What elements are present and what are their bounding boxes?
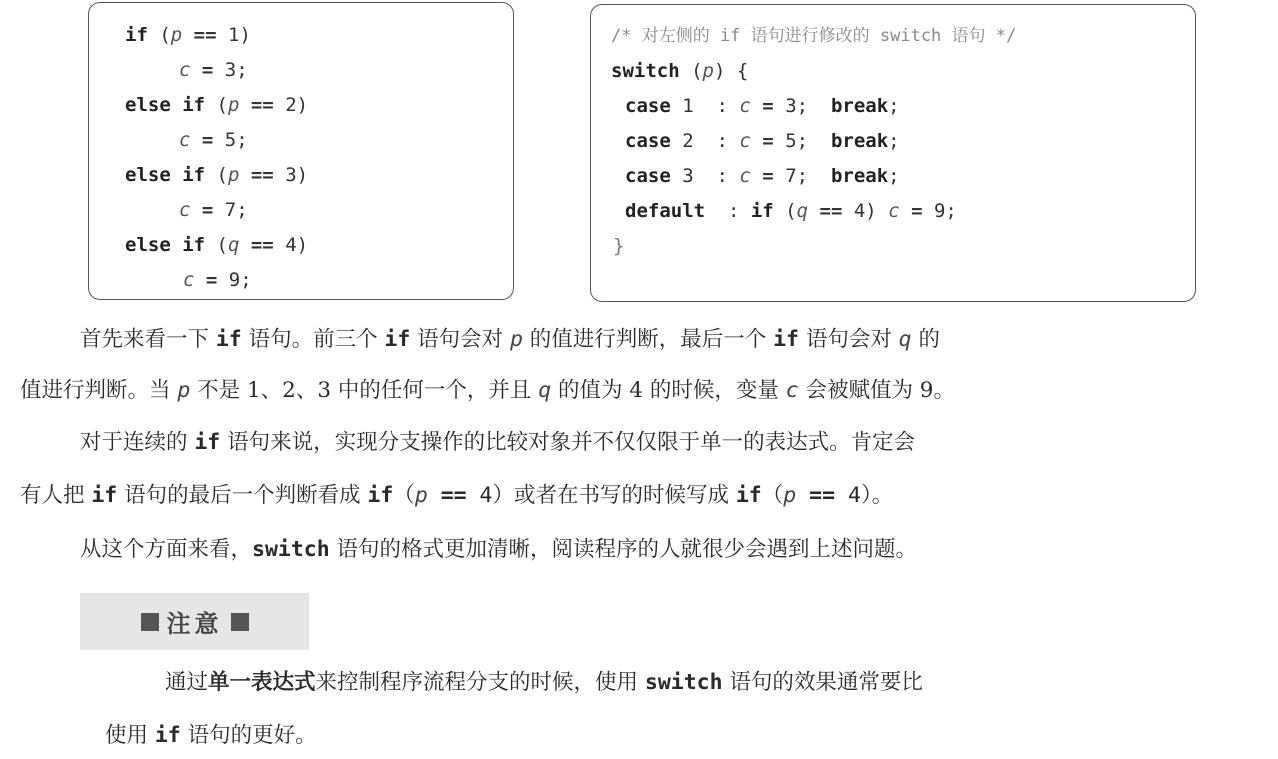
text: 的值进行判断，最后一个 [522, 327, 774, 352]
code-text: 4) [842, 200, 889, 222]
keyword: case [625, 95, 671, 117]
code-text: 1 : [670, 95, 740, 117]
keyword: break [830, 130, 889, 152]
keyword: else if [125, 164, 206, 186]
switch-code-box [590, 4, 1196, 302]
keyword: case [625, 165, 671, 187]
variable: c [739, 130, 751, 152]
code-text: ( [679, 60, 703, 82]
operator: = [899, 200, 923, 222]
keyword: if [735, 483, 762, 508]
code-line [625, 165, 900, 187]
operator: = [190, 129, 214, 151]
text: 的值为 4 的时候，变量 [551, 378, 786, 403]
text: （ [393, 483, 415, 508]
text: 语句的更好。 [180, 723, 317, 748]
code-text: 9; [922, 200, 957, 222]
code-text: 2 : [670, 130, 740, 152]
note-line [105, 721, 317, 751]
text: 语句来说，实现分支操作的比较对象并不仅仅限于单一的表达式。肯定会 [220, 430, 916, 455]
text: 不是 1、2、3 中的任何一个，并且 [190, 378, 539, 403]
operator: = [190, 199, 214, 221]
text: 使用 [105, 723, 155, 748]
code-line [183, 269, 252, 291]
code-close-brace: } [613, 235, 625, 257]
text: 值进行判断。当 [20, 378, 178, 403]
code-line [625, 130, 900, 152]
operator: = [190, 59, 214, 81]
square-bullet-icon [141, 613, 159, 631]
operator: = [194, 269, 218, 291]
paragraph-line [20, 481, 893, 511]
text: （ [761, 483, 784, 508]
keyword: default [625, 200, 706, 222]
text: 语句会对 [410, 327, 510, 352]
paragraph-line [80, 325, 940, 355]
variable: p [702, 60, 714, 82]
code-text: 7; [213, 199, 248, 221]
code-text: 4) [273, 234, 309, 256]
variable: q [898, 327, 912, 352]
keyword: if [215, 327, 242, 352]
text: 会被赋值为 9。 [798, 378, 955, 403]
variable: q [538, 378, 552, 403]
code-line [125, 164, 308, 186]
code-text: ( [773, 200, 797, 222]
code-line [625, 200, 957, 222]
text: 语句的最后一个判断看成 [117, 483, 368, 508]
text: 有人把 [20, 483, 92, 508]
operator: == [239, 164, 274, 186]
variable: c [739, 165, 751, 187]
code-line [125, 94, 308, 116]
code-line [611, 60, 748, 82]
paragraph-line [80, 535, 917, 565]
variable: c [888, 200, 900, 222]
operator: = [750, 95, 774, 117]
note-heading [80, 593, 309, 650]
variable: p [414, 483, 428, 508]
code-text: ( [205, 164, 228, 186]
text: 语句的格式更加清晰，阅读程序的人就很少会遇到上述问题。 [329, 537, 918, 562]
operator: == [427, 483, 467, 508]
variable: c [179, 59, 191, 81]
text: 来控制程序流程分支的时候，使用 [315, 670, 645, 695]
paragraph-line [20, 376, 955, 406]
code-line [179, 129, 248, 151]
code-text: ( [147, 24, 171, 46]
code-text: 3) [273, 164, 309, 186]
variable: p [227, 164, 240, 186]
code-text: ; [888, 130, 900, 152]
variable: c [179, 199, 191, 221]
variable: c [183, 269, 195, 291]
variable: c [785, 378, 799, 403]
code-text: ( [205, 94, 228, 116]
code-text: ; [888, 165, 900, 187]
variable: c [739, 95, 751, 117]
operator: = [750, 130, 774, 152]
operator: == [808, 200, 843, 222]
text: 语句的效果通常要比 [722, 670, 923, 695]
variable: p [177, 378, 191, 403]
keyword: if [91, 483, 118, 508]
keyword: else if [125, 94, 206, 116]
code-text: 9; [217, 269, 252, 291]
text: 通过 [165, 670, 209, 695]
keyword: switch [252, 537, 330, 562]
keyword: if [194, 430, 221, 455]
keyword: break [830, 165, 889, 187]
code-text: : [705, 200, 751, 222]
code-comment: /* 对左侧的 if 语句进行修改的 switch 语句 */ [611, 26, 1017, 46]
keyword: else if [125, 234, 206, 256]
code-text: ( [205, 234, 228, 256]
operator: == [239, 234, 274, 256]
note-line [165, 668, 923, 698]
square-bullet-icon [231, 613, 249, 631]
keyword: break [830, 95, 889, 117]
operator: = [750, 165, 774, 187]
keyword: switch [611, 60, 680, 82]
code-text: 3; [773, 95, 831, 117]
code-text: 2) [273, 94, 309, 116]
code-text: 5; [773, 130, 831, 152]
code-line [625, 95, 900, 117]
code-text: 5; [213, 129, 248, 151]
code-text: 1) [216, 24, 251, 46]
keyword: if [773, 327, 799, 352]
keyword: if [367, 483, 394, 508]
variable: q [227, 234, 240, 256]
code-text: 7; [773, 165, 831, 187]
code-text: 3; [213, 59, 248, 81]
variable: q [796, 200, 809, 222]
if-code-box [88, 2, 514, 300]
code-line [179, 199, 248, 221]
emphasis-text: 单一表达式 [208, 670, 316, 695]
operator: == [239, 94, 274, 116]
code-text: 3 : [670, 165, 740, 187]
keyword: switch [644, 670, 723, 695]
text: ）。 [860, 483, 894, 508]
text: ）或者在书写的时候写成 [492, 483, 736, 508]
text: 语句。前三个 [241, 327, 385, 352]
code-line [125, 234, 308, 256]
keyword: if [154, 723, 181, 748]
text: 从这个方面来看， [80, 537, 253, 562]
variable: p [170, 24, 183, 46]
text: 的 [911, 327, 940, 352]
text: 对于连续的 [80, 430, 195, 455]
code-line [125, 24, 251, 46]
variable: p [783, 483, 797, 508]
keyword: if [125, 24, 148, 46]
operator: == [182, 24, 217, 46]
variable: p [509, 327, 523, 352]
code-line [179, 59, 248, 81]
operator: == [796, 483, 836, 508]
text: 首先来看一下 [80, 327, 216, 352]
note-title: 注意 [166, 610, 223, 638]
text: 语句会对 [798, 327, 899, 352]
number: 4 [466, 483, 493, 508]
keyword: if [750, 200, 774, 222]
keyword: if [384, 327, 411, 352]
keyword: case [625, 130, 671, 152]
code-text: ) { [713, 60, 749, 82]
paragraph-line [80, 428, 915, 458]
code-text: ; [888, 95, 900, 117]
number: 4 [835, 483, 861, 508]
variable: c [179, 129, 191, 151]
variable: p [227, 94, 240, 116]
